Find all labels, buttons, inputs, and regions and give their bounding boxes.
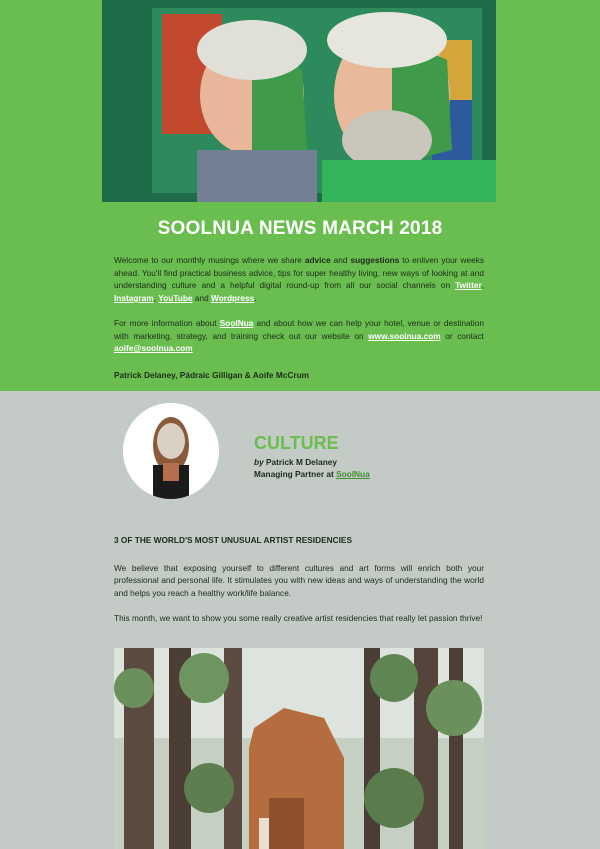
intro-paragraph-1: Welcome to our monthly musings where we share advice and suggestions to enliven your weeks ahead. You'll find practical business advice, tips for super healthy living, new ways of looking at and understanding culture and a helpful digital round-up from all our social channels on Twitter, Instagram, YouTube and Wordpress. <box>114 255 484 303</box>
byline-by: by <box>254 457 264 467</box>
intro-text-part: to enliven your weeks ahead. You'll find practical business advice, tips for super healthy living, new ways of looking at and understanding culture and a helpful digital round-up from all our social channels on <box>114 255 484 291</box>
culture-section <box>0 391 600 849</box>
intro-paragraph-2 <box>114 317 484 355</box>
author-name: Patrick M Delaney <box>263 457 338 467</box>
intro-text-part: For more information about <box>114 317 220 328</box>
article-paragraph-2: This month, we want to show you some really creative artist residencies that really let passion thrive! <box>114 612 483 623</box>
article-photo <box>114 648 484 849</box>
author-role: Managing Partner at <box>254 469 337 479</box>
twitter-link[interactable]: Twitter <box>455 280 482 291</box>
intro-text-part: and <box>330 255 351 265</box>
website-link[interactable]: www.soolnua.com <box>368 330 441 341</box>
company-link[interactable]: SoolNua <box>336 469 370 479</box>
byline <box>254 456 370 480</box>
wordpress-link[interactable]: Wordpress <box>211 292 255 303</box>
intro-text-part: or contact <box>440 330 484 341</box>
article <box>114 534 484 637</box>
article-paragraph-1: We believe that exposing yourself to different cultures and art forms will enrich both your professional and personal life. It stimulates you with new ideas and ways of understanding the world and helps you reach a healthy work/life balance. <box>114 562 484 598</box>
instagram-link[interactable]: Instagram <box>114 292 154 303</box>
hero-photo <box>102 0 496 202</box>
signature: Patrick Delaney, Pádraic Gilligan & Aoife McCrum <box>114 370 310 380</box>
culture-heading: CULTURE <box>254 433 339 453</box>
article-headline: 3 OF THE WORLD'S MOST UNUSUAL ARTIST RESIDENCIES <box>114 535 352 545</box>
intro-text <box>114 254 484 367</box>
author-avatar <box>123 403 219 499</box>
youtube-link[interactable]: YouTube <box>158 292 193 303</box>
newsletter-title: SOOLNUA NEWS MARCH 2018 <box>157 218 443 239</box>
intro-text-part: and <box>192 292 212 303</box>
intro-text-part: and about how we can help your hotel, venue or destination with marketing, strategy, and training check out our website on <box>114 317 485 341</box>
soolnua-link[interactable]: SoolNua <box>219 317 254 328</box>
intro-text-part: Welcome to our monthly musings where we share <box>114 255 305 265</box>
header-section <box>0 0 600 391</box>
intro-bold-advice: advice <box>304 255 331 265</box>
email-link[interactable]: aoife@soolnua.com <box>114 343 193 354</box>
intro-bold-suggestions: suggestions <box>350 255 400 265</box>
